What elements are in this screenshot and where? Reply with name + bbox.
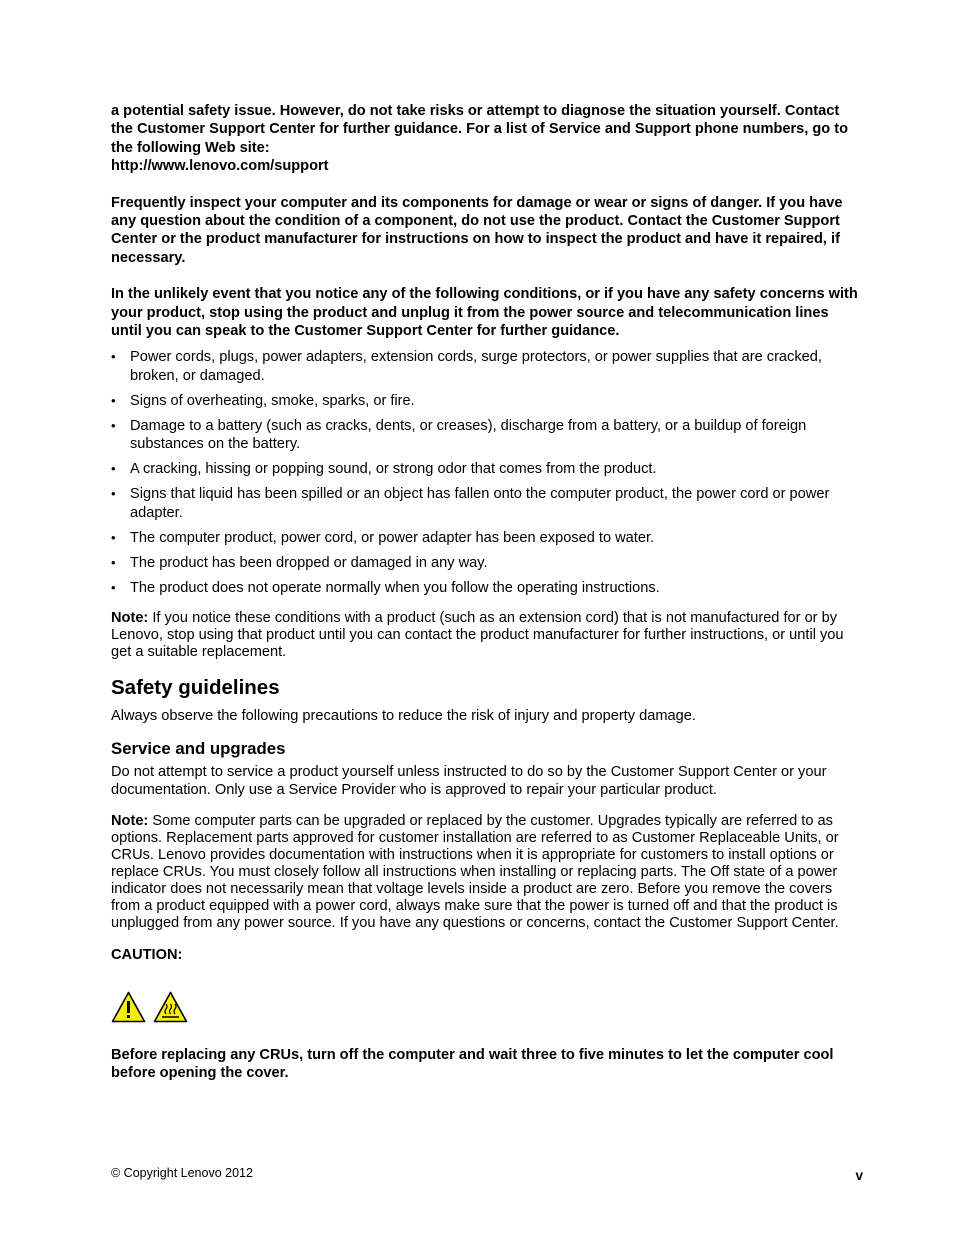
page-footer	[111, 1166, 863, 1186]
list-item: • Power cords, plugs, power adapters, extension cords, surge protectors, or power supplies that are cracked, broken, or damaged.	[111, 348, 863, 385]
inspect-paragraph: Frequently inspect your computer and its components for damage or wear or signs of danger. If you have any question about the condition of a component, do not use the product. Contact the Customer Support Center or the product manufacturer for instructions on how to inspect the product and have it repaired, if necessary.	[111, 194, 843, 266]
subsection-title: Service and upgrades	[111, 738, 286, 758]
warning-triangle-icon	[111, 991, 146, 1023]
list-item: • The computer product, power cord, or power adapter has been exposed to water.	[111, 529, 863, 547]
note-label: Note:	[111, 610, 149, 627]
caution-text: Before replacing any CRUs, turn off the computer and wait three to five minutes to let the computer cool before opening the cover.	[111, 1046, 834, 1082]
list-item: • Signs of overheating, smoke, sparks, or fire.	[111, 392, 863, 410]
list-item: • The product does not operate normally when you follow the operating instructions.	[111, 579, 863, 597]
note-label: Note:	[111, 813, 149, 830]
list-item: • Signs that liquid has been spilled or an object has fallen onto the computer product, the power cord or power adapter.	[111, 485, 863, 522]
list-item: • The product has been dropped or damaged in any way.	[111, 554, 863, 572]
page-content	[111, 102, 863, 1083]
support-url[interactable]: http://www.lenovo.com/support	[111, 158, 329, 175]
conditions-paragraph: In the unlikely event that you notice any of the following conditions, or if you have any safety concerns with your product, stop using the product and unplug it from the power source and telecommunication lines until you can speak to the Customer Support Center for further guidance.	[111, 286, 858, 340]
support-paragraph	[111, 102, 863, 176]
copyright: © Copyright Lenovo 2012	[111, 1166, 253, 1180]
note-upgrades	[111, 813, 863, 932]
conditions-list	[111, 348, 863, 597]
note-conditions	[111, 610, 863, 661]
list-item: • Damage to a battery (such as cracks, dents, or creases), discharge from a battery, or a buildup of foreign substances on the battery.	[111, 417, 863, 454]
note-text: Some computer parts can be upgraded or replaced by the customer. Upgrades typically are referred to as options. Replacement parts approved for customer installation are referred to as Customer Replaceable Units, or CRUs. Lenovo provides documentation with instructions when it is appropriate for customers to install options or replace CRUs. You must closely follow all instructions when installing or replacing parts. The Off state of a power indicator does not necessarily mean that voltage levels inside a product are zero. Before you remove the covers from a product equipped with a power cord, always make sure that the power is turned off and that the product is unplugged from any power source. If you have any questions or concerns, contact the Customer Support Center.	[111, 813, 839, 932]
hot-surface-icon	[153, 991, 188, 1023]
page-number: v	[855, 1168, 863, 1183]
section-intro: Always observe the following precautions to reduce the risk of injury and property damage.	[111, 708, 696, 725]
section-title: Safety guidelines	[111, 676, 280, 700]
caution-label: CAUTION:	[111, 947, 183, 964]
support-paragraph-text: a potential safety issue. However, do not take risks or attempt to diagnose the situation yourself. Contact the Customer Support Center for further guidance. For a list of Service and Support phone numbers, go to the following Web site:	[111, 103, 849, 156]
caution-icons	[111, 989, 863, 1023]
list-item: • A cracking, hissing or popping sound, or strong odor that comes from the product.	[111, 460, 863, 478]
note-text: If you notice these conditions with a product (such as an extension cord) that is not manufactured for or by Lenovo, stop using that product until you can contact the product manufacturer for further instructions, or until you get a suitable replacement.	[111, 610, 844, 661]
subsection-text: Do not attempt to service a product yourself unless instructed to do so by the Customer Support Center or your documentation. Only use a Service Provider who is approved to repair your particular product.	[111, 763, 827, 798]
